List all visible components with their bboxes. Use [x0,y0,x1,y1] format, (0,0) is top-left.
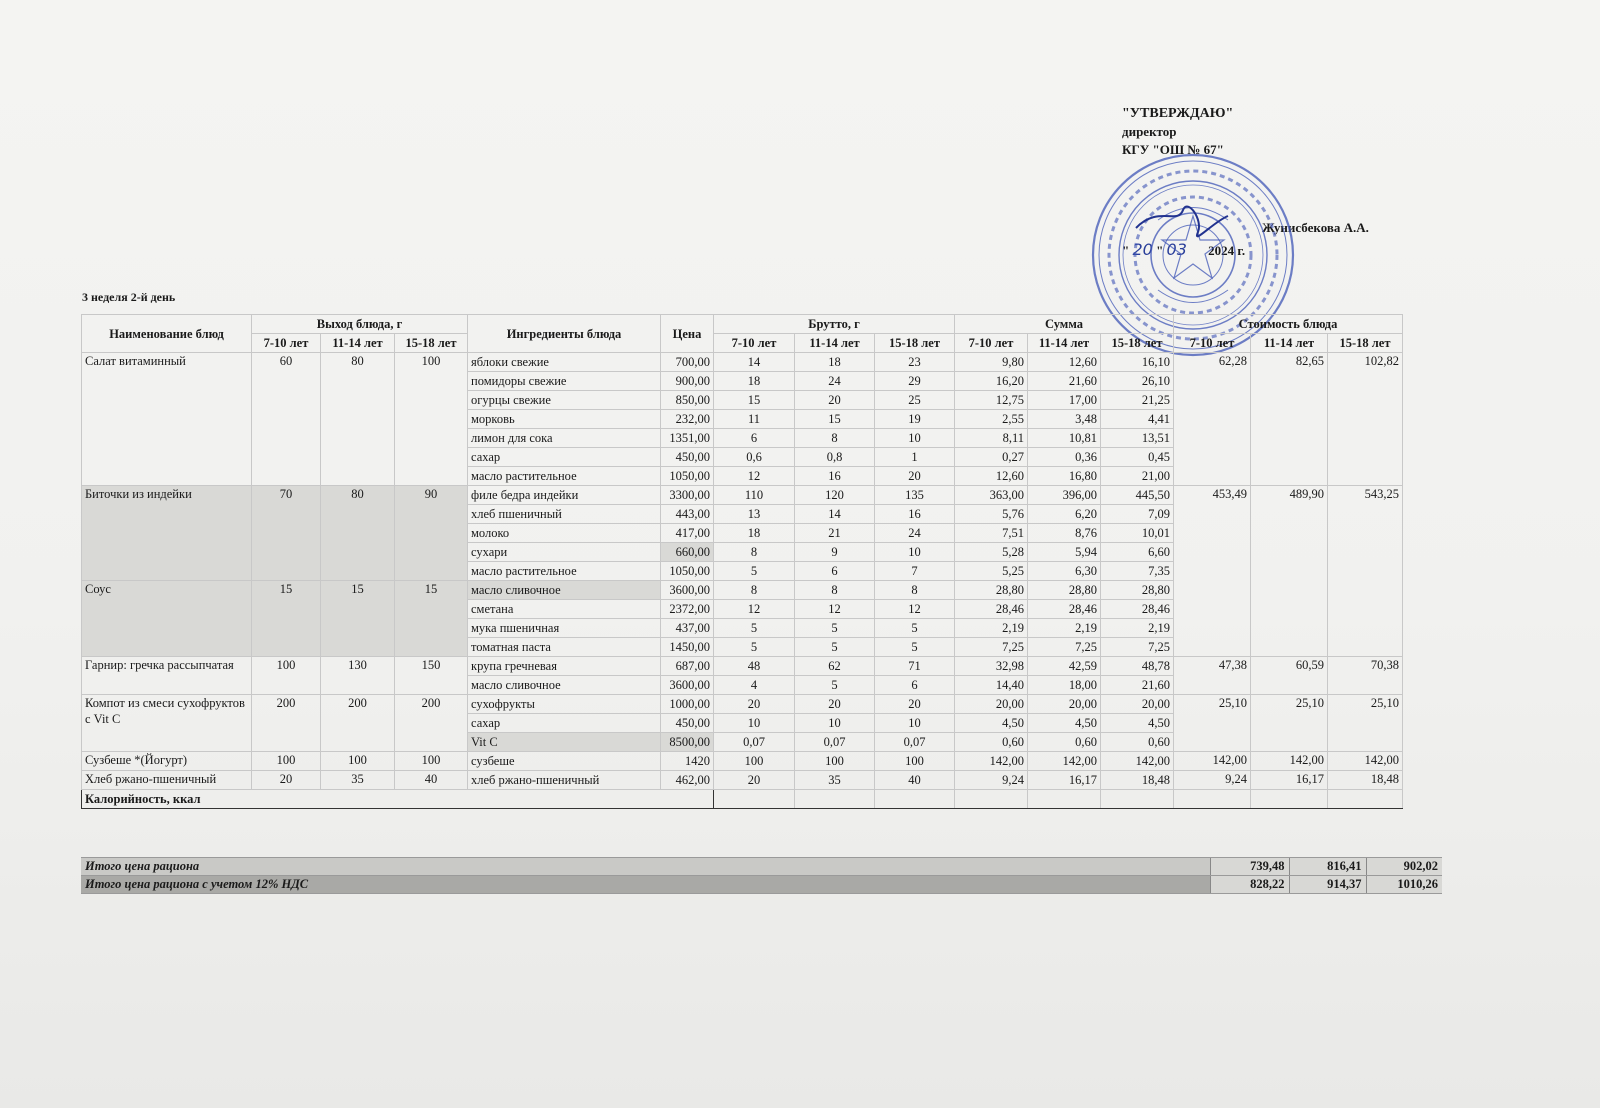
gross-cell: 12 [795,600,875,619]
sum-cell: 20,00 [1028,695,1101,714]
sum-cell: 4,41 [1101,410,1174,429]
dish-cost-cell: 9,24 [1174,771,1251,790]
price-cell: 450,00 [661,448,714,467]
gross-cell: 16 [795,467,875,486]
ingredient-cell: сметана [468,600,661,619]
gross-cell: 10 [714,714,795,733]
sum-cell: 142,00 [1028,752,1101,771]
gross-cell: 20 [795,391,875,410]
sum-cell: 5,28 [955,543,1028,562]
sum-cell: 2,19 [955,619,1028,638]
header-ingredients: Ингредиенты блюда [468,315,661,353]
output-cell: 150 [395,657,468,695]
ingredient-cell: хлеб ржано-пшеничный [468,771,661,790]
gross-cell: 5 [795,676,875,695]
sum-cell: 7,25 [1101,638,1174,657]
price-cell: 462,00 [661,771,714,790]
gross-cell: 20 [714,771,795,790]
sum-cell: 4,50 [955,714,1028,733]
output-cell: 80 [321,353,395,486]
sum-cell: 7,51 [955,524,1028,543]
gross-cell: 8 [714,543,795,562]
gross-cell: 35 [795,771,875,790]
gross-cell: 25 [875,391,955,410]
gross-cell: 100 [795,752,875,771]
sum-cell: 21,00 [1101,467,1174,486]
price-cell: 850,00 [661,391,714,410]
gross-cell: 5 [795,638,875,657]
sum-cell: 7,09 [1101,505,1174,524]
ingredient-cell: сахар [468,448,661,467]
price-cell: 450,00 [661,714,714,733]
sum-cell: 28,80 [955,581,1028,600]
sum-cell: 12,75 [955,391,1028,410]
sum-cell: 28,80 [1028,581,1101,600]
output-cell: 90 [395,486,468,581]
gross-cell: 8 [795,581,875,600]
price-cell: 687,00 [661,657,714,676]
price-cell: 443,00 [661,505,714,524]
header-sum-age-15-18: 15-18 лет [1101,334,1174,353]
dish-cost-cell: 142,00 [1174,752,1251,771]
ingredient-cell: морковь [468,410,661,429]
output-cell: 100 [395,353,468,486]
output-cell: 130 [321,657,395,695]
sum-cell: 14,40 [955,676,1028,695]
gross-cell: 8 [714,581,795,600]
dish-cost-cell: 142,00 [1328,752,1403,771]
dish-name-cell: Компот из смеси сухофруктов с Vit C [82,695,252,752]
totals-table-body [81,858,1442,894]
table-row [82,771,1403,790]
header-price: Цена [661,315,714,353]
gross-cell: 5 [875,638,955,657]
totals-value: 902,02 [1366,858,1442,876]
dish-name-cell: Соус [82,581,252,657]
ingredient-cell: хлеб пшеничный [468,505,661,524]
gross-cell: 0,8 [795,448,875,467]
gross-cell: 29 [875,372,955,391]
ingredient-cell: сухофрукты [468,695,661,714]
sum-cell: 0,60 [955,733,1028,752]
gross-cell: 8 [875,581,955,600]
table-row [82,752,1403,771]
totals-value: 828,22 [1210,876,1289,894]
dish-cost-cell: 70,38 [1328,657,1403,695]
price-cell: 2372,00 [661,600,714,619]
sum-cell: 0,27 [955,448,1028,467]
price-cell: 900,00 [661,372,714,391]
output-cell: 200 [252,695,321,752]
output-cell: 100 [395,752,468,771]
gross-cell: 6 [875,676,955,695]
price-cell: 1000,00 [661,695,714,714]
ingredient-cell: томатная паста [468,638,661,657]
header-sum: Сумма [955,315,1174,334]
sum-cell: 21,60 [1028,372,1101,391]
sum-cell: 7,35 [1101,562,1174,581]
gross-cell: 0,6 [714,448,795,467]
sum-cell: 142,00 [955,752,1028,771]
dish-cost-cell: 60,59 [1251,657,1328,695]
header-gross: Брутто, г [714,315,955,334]
gross-cell: 10 [875,543,955,562]
approval-heading: "УТВЕРЖДАЮ" [1122,106,1234,121]
gross-cell: 8 [795,429,875,448]
gross-cell: 9 [795,543,875,562]
gross-cell: 110 [714,486,795,505]
gross-cell: 5 [795,619,875,638]
gross-cell: 5 [714,638,795,657]
sum-cell: 3,48 [1028,410,1101,429]
totals-value: 1010,26 [1366,876,1442,894]
sum-cell: 4,50 [1028,714,1101,733]
output-cell: 60 [252,353,321,486]
output-cell: 100 [252,657,321,695]
gross-cell: 12 [714,467,795,486]
price-cell: 417,00 [661,524,714,543]
totals-value: 914,37 [1289,876,1366,894]
menu-table [81,314,1403,809]
gross-cell: 6 [795,562,875,581]
gross-cell: 24 [875,524,955,543]
gross-cell: 10 [795,714,875,733]
sum-cell: 7,25 [1028,638,1101,657]
sum-cell: 2,19 [1028,619,1101,638]
gross-cell: 40 [875,771,955,790]
gross-cell: 10 [875,429,955,448]
output-cell: 35 [321,771,395,790]
price-cell: 3600,00 [661,676,714,695]
sum-cell: 12,60 [955,467,1028,486]
header-sum-age-7-10: 7-10 лет [955,334,1028,353]
gross-cell: 12 [875,600,955,619]
approval-signer-name: Жунисбекова А.А. [1262,220,1369,235]
sum-cell: 0,45 [1101,448,1174,467]
gross-cell: 18 [714,524,795,543]
dish-cost-cell: 47,38 [1174,657,1251,695]
gross-cell: 5 [875,619,955,638]
sum-cell: 396,00 [1028,486,1101,505]
dish-name-cell: Салат витаминный [82,353,252,486]
sum-cell: 10,01 [1101,524,1174,543]
gross-cell: 18 [795,353,875,372]
ingredient-cell: масло сливочное [468,581,661,600]
gross-cell: 100 [714,752,795,771]
menu-day-title: 3 неделя 2-й день [82,290,176,304]
output-cell: 15 [395,581,468,657]
price-cell: 8500,00 [661,733,714,752]
sum-cell: 42,59 [1028,657,1101,676]
sum-cell: 28,46 [1028,600,1101,619]
header-cost-age-15-18: 15-18 лет [1328,334,1403,353]
totals-table [81,857,1442,894]
price-cell: 3300,00 [661,486,714,505]
gross-cell: 16 [875,505,955,524]
dish-cost-cell: 543,25 [1328,486,1403,657]
sum-cell: 32,98 [955,657,1028,676]
header-gross-age-15-18: 15-18 лет [875,334,955,353]
sum-cell: 10,81 [1028,429,1101,448]
header-cost-age-7-10: 7-10 лет [1174,334,1251,353]
output-cell: 40 [395,771,468,790]
sum-cell: 20,00 [955,695,1028,714]
menu-table-body [82,353,1403,809]
totals-value: 739,48 [1210,858,1289,876]
sum-cell: 0,60 [1101,733,1174,752]
gross-cell: 4 [714,676,795,695]
price-cell: 1420 [661,752,714,771]
gross-cell: 14 [714,353,795,372]
price-cell: 3600,00 [661,581,714,600]
output-cell: 100 [252,752,321,771]
dish-cost-cell: 102,82 [1328,353,1403,486]
sum-cell: 8,76 [1028,524,1101,543]
sum-cell: 5,25 [955,562,1028,581]
gross-cell: 11 [714,410,795,429]
gross-cell: 0,07 [714,733,795,752]
header-cost-age-11-14: 11-14 лет [1251,334,1328,353]
sum-cell: 28,46 [955,600,1028,619]
calories-row [82,790,1403,809]
gross-cell: 20 [795,695,875,714]
sum-cell: 16,20 [955,372,1028,391]
totals-row [81,858,1442,876]
sum-cell: 0,60 [1028,733,1101,752]
sum-cell: 6,30 [1028,562,1101,581]
header-gross-age-7-10: 7-10 лет [714,334,795,353]
gross-cell: 135 [875,486,955,505]
ingredient-cell: масло растительное [468,562,661,581]
header-cost: Стоимость блюда [1174,315,1403,334]
calories-label: Калорийность, ккал [82,790,714,809]
sum-cell: 5,76 [955,505,1028,524]
output-cell: 80 [321,486,395,581]
sum-cell: 17,00 [1028,391,1101,410]
approval-date: " 20 " 03 2024 г. [1122,240,1246,259]
dish-name-cell: Сузбеше *(Йогурт) [82,752,252,771]
gross-cell: 24 [795,372,875,391]
sum-cell: 7,25 [955,638,1028,657]
header-gross-age-11-14: 11-14 лет [795,334,875,353]
ingredient-cell: масло сливочное [468,676,661,695]
gross-cell: 10 [875,714,955,733]
gross-cell: 20 [875,695,955,714]
dish-cost-cell: 82,65 [1251,353,1328,486]
gross-cell: 18 [714,372,795,391]
ingredient-cell: крупа гречневая [468,657,661,676]
sum-cell: 28,46 [1101,600,1174,619]
sum-cell: 16,10 [1101,353,1174,372]
gross-cell: 120 [795,486,875,505]
sum-cell: 4,50 [1101,714,1174,733]
sum-cell: 28,80 [1101,581,1174,600]
gross-cell: 14 [795,505,875,524]
approval-position: директор [1122,124,1177,139]
price-cell: 437,00 [661,619,714,638]
sum-cell: 16,80 [1028,467,1101,486]
ingredient-cell: молоко [468,524,661,543]
gross-cell: 20 [875,467,955,486]
dish-name-cell: Хлеб ржано-пшеничный [82,771,252,790]
sum-cell: 9,24 [955,771,1028,790]
table-row [82,657,1403,676]
gross-cell: 15 [795,410,875,429]
approval-date-month: 03 [1166,240,1187,259]
ingredient-cell: лимон для сока [468,429,661,448]
ingredient-cell: мука пшеничная [468,619,661,638]
gross-cell: 7 [875,562,955,581]
dish-cost-cell: 16,17 [1251,771,1328,790]
header-output-age-15-18: 15-18 лет [395,334,468,353]
sum-cell: 18,48 [1101,771,1174,790]
gross-cell: 100 [875,752,955,771]
sum-cell: 18,00 [1028,676,1101,695]
price-cell: 1351,00 [661,429,714,448]
gross-cell: 12 [714,600,795,619]
sum-cell: 363,00 [955,486,1028,505]
dish-cost-cell: 489,90 [1251,486,1328,657]
ingredient-cell: огурцы свежие [468,391,661,410]
header-dish: Наименование блюд [82,315,252,353]
dish-name-cell: Гарнир: гречка рассыпчатая [82,657,252,695]
output-cell: 70 [252,486,321,581]
ingredient-cell: филе бедра индейки [468,486,661,505]
ingredient-cell: яблоки свежие [468,353,661,372]
price-cell: 1050,00 [661,467,714,486]
ingredient-cell: сухари [468,543,661,562]
price-cell: 232,00 [661,410,714,429]
price-cell: 1050,00 [661,562,714,581]
dish-cost-cell: 62,28 [1174,353,1251,486]
dish-cost-cell: 453,49 [1174,486,1251,657]
sum-cell: 6,20 [1028,505,1101,524]
sum-cell: 13,51 [1101,429,1174,448]
gross-cell: 5 [714,562,795,581]
approval-organization: КГУ "ОШ № 67" [1122,142,1224,157]
gross-cell: 0,07 [875,733,955,752]
totals-label: Итого цена рациона [81,858,1210,876]
sum-cell: 12,60 [1028,353,1101,372]
totals-value: 816,41 [1289,858,1366,876]
gross-cell: 1 [875,448,955,467]
sum-cell: 21,25 [1101,391,1174,410]
price-cell: 660,00 [661,543,714,562]
table-row [82,353,1403,372]
signature-stroke [1136,207,1228,237]
gross-cell: 48 [714,657,795,676]
table-row [82,486,1403,505]
dish-name-cell: Биточки из индейки [82,486,252,581]
output-cell: 100 [321,752,395,771]
gross-cell: 0,07 [795,733,875,752]
ingredient-cell: помидоры свежие [468,372,661,391]
dish-cost-cell: 18,48 [1328,771,1403,790]
ingredient-cell: Vit C [468,733,661,752]
dish-cost-cell: 25,10 [1328,695,1403,752]
sum-cell: 26,10 [1101,372,1174,391]
sum-cell: 445,50 [1101,486,1174,505]
gross-cell: 13 [714,505,795,524]
approval-date-day: 20 [1132,240,1153,259]
header-output-age-7-10: 7-10 лет [252,334,321,353]
dish-cost-cell: 25,10 [1251,695,1328,752]
sum-cell: 16,17 [1028,771,1101,790]
sum-cell: 0,36 [1028,448,1101,467]
output-cell: 20 [252,771,321,790]
sum-cell: 2,19 [1101,619,1174,638]
output-cell: 200 [395,695,468,752]
price-cell: 1450,00 [661,638,714,657]
header-output: Выход блюда, г [252,315,468,334]
ingredient-cell: сузбеше [468,752,661,771]
price-cell: 700,00 [661,353,714,372]
ingredient-cell: сахар [468,714,661,733]
gross-cell: 20 [714,695,795,714]
table-row [82,695,1403,714]
sum-cell: 48,78 [1101,657,1174,676]
sum-cell: 142,00 [1101,752,1174,771]
gross-cell: 15 [714,391,795,410]
header-sum-age-11-14: 11-14 лет [1028,334,1101,353]
gross-cell: 6 [714,429,795,448]
gross-cell: 71 [875,657,955,676]
approval-date-year: 2024 г. [1208,243,1246,258]
totals-row [81,876,1442,894]
ingredient-cell: масло растительное [468,467,661,486]
output-cell: 15 [252,581,321,657]
sum-cell: 2,55 [955,410,1028,429]
sum-cell: 9,80 [955,353,1028,372]
dish-cost-cell: 142,00 [1251,752,1328,771]
sum-cell: 8,11 [955,429,1028,448]
gross-cell: 62 [795,657,875,676]
header-output-age-11-14: 11-14 лет [321,334,395,353]
sum-cell: 6,60 [1101,543,1174,562]
totals-label: Итого цена рациона с учетом 12% НДС [81,876,1210,894]
output-cell: 200 [321,695,395,752]
gross-cell: 23 [875,353,955,372]
gross-cell: 5 [714,619,795,638]
dish-cost-cell: 25,10 [1174,695,1251,752]
gross-cell: 19 [875,410,955,429]
sum-cell: 20,00 [1101,695,1174,714]
sum-cell: 21,60 [1101,676,1174,695]
sum-cell: 5,94 [1028,543,1101,562]
gross-cell: 21 [795,524,875,543]
output-cell: 15 [321,581,395,657]
